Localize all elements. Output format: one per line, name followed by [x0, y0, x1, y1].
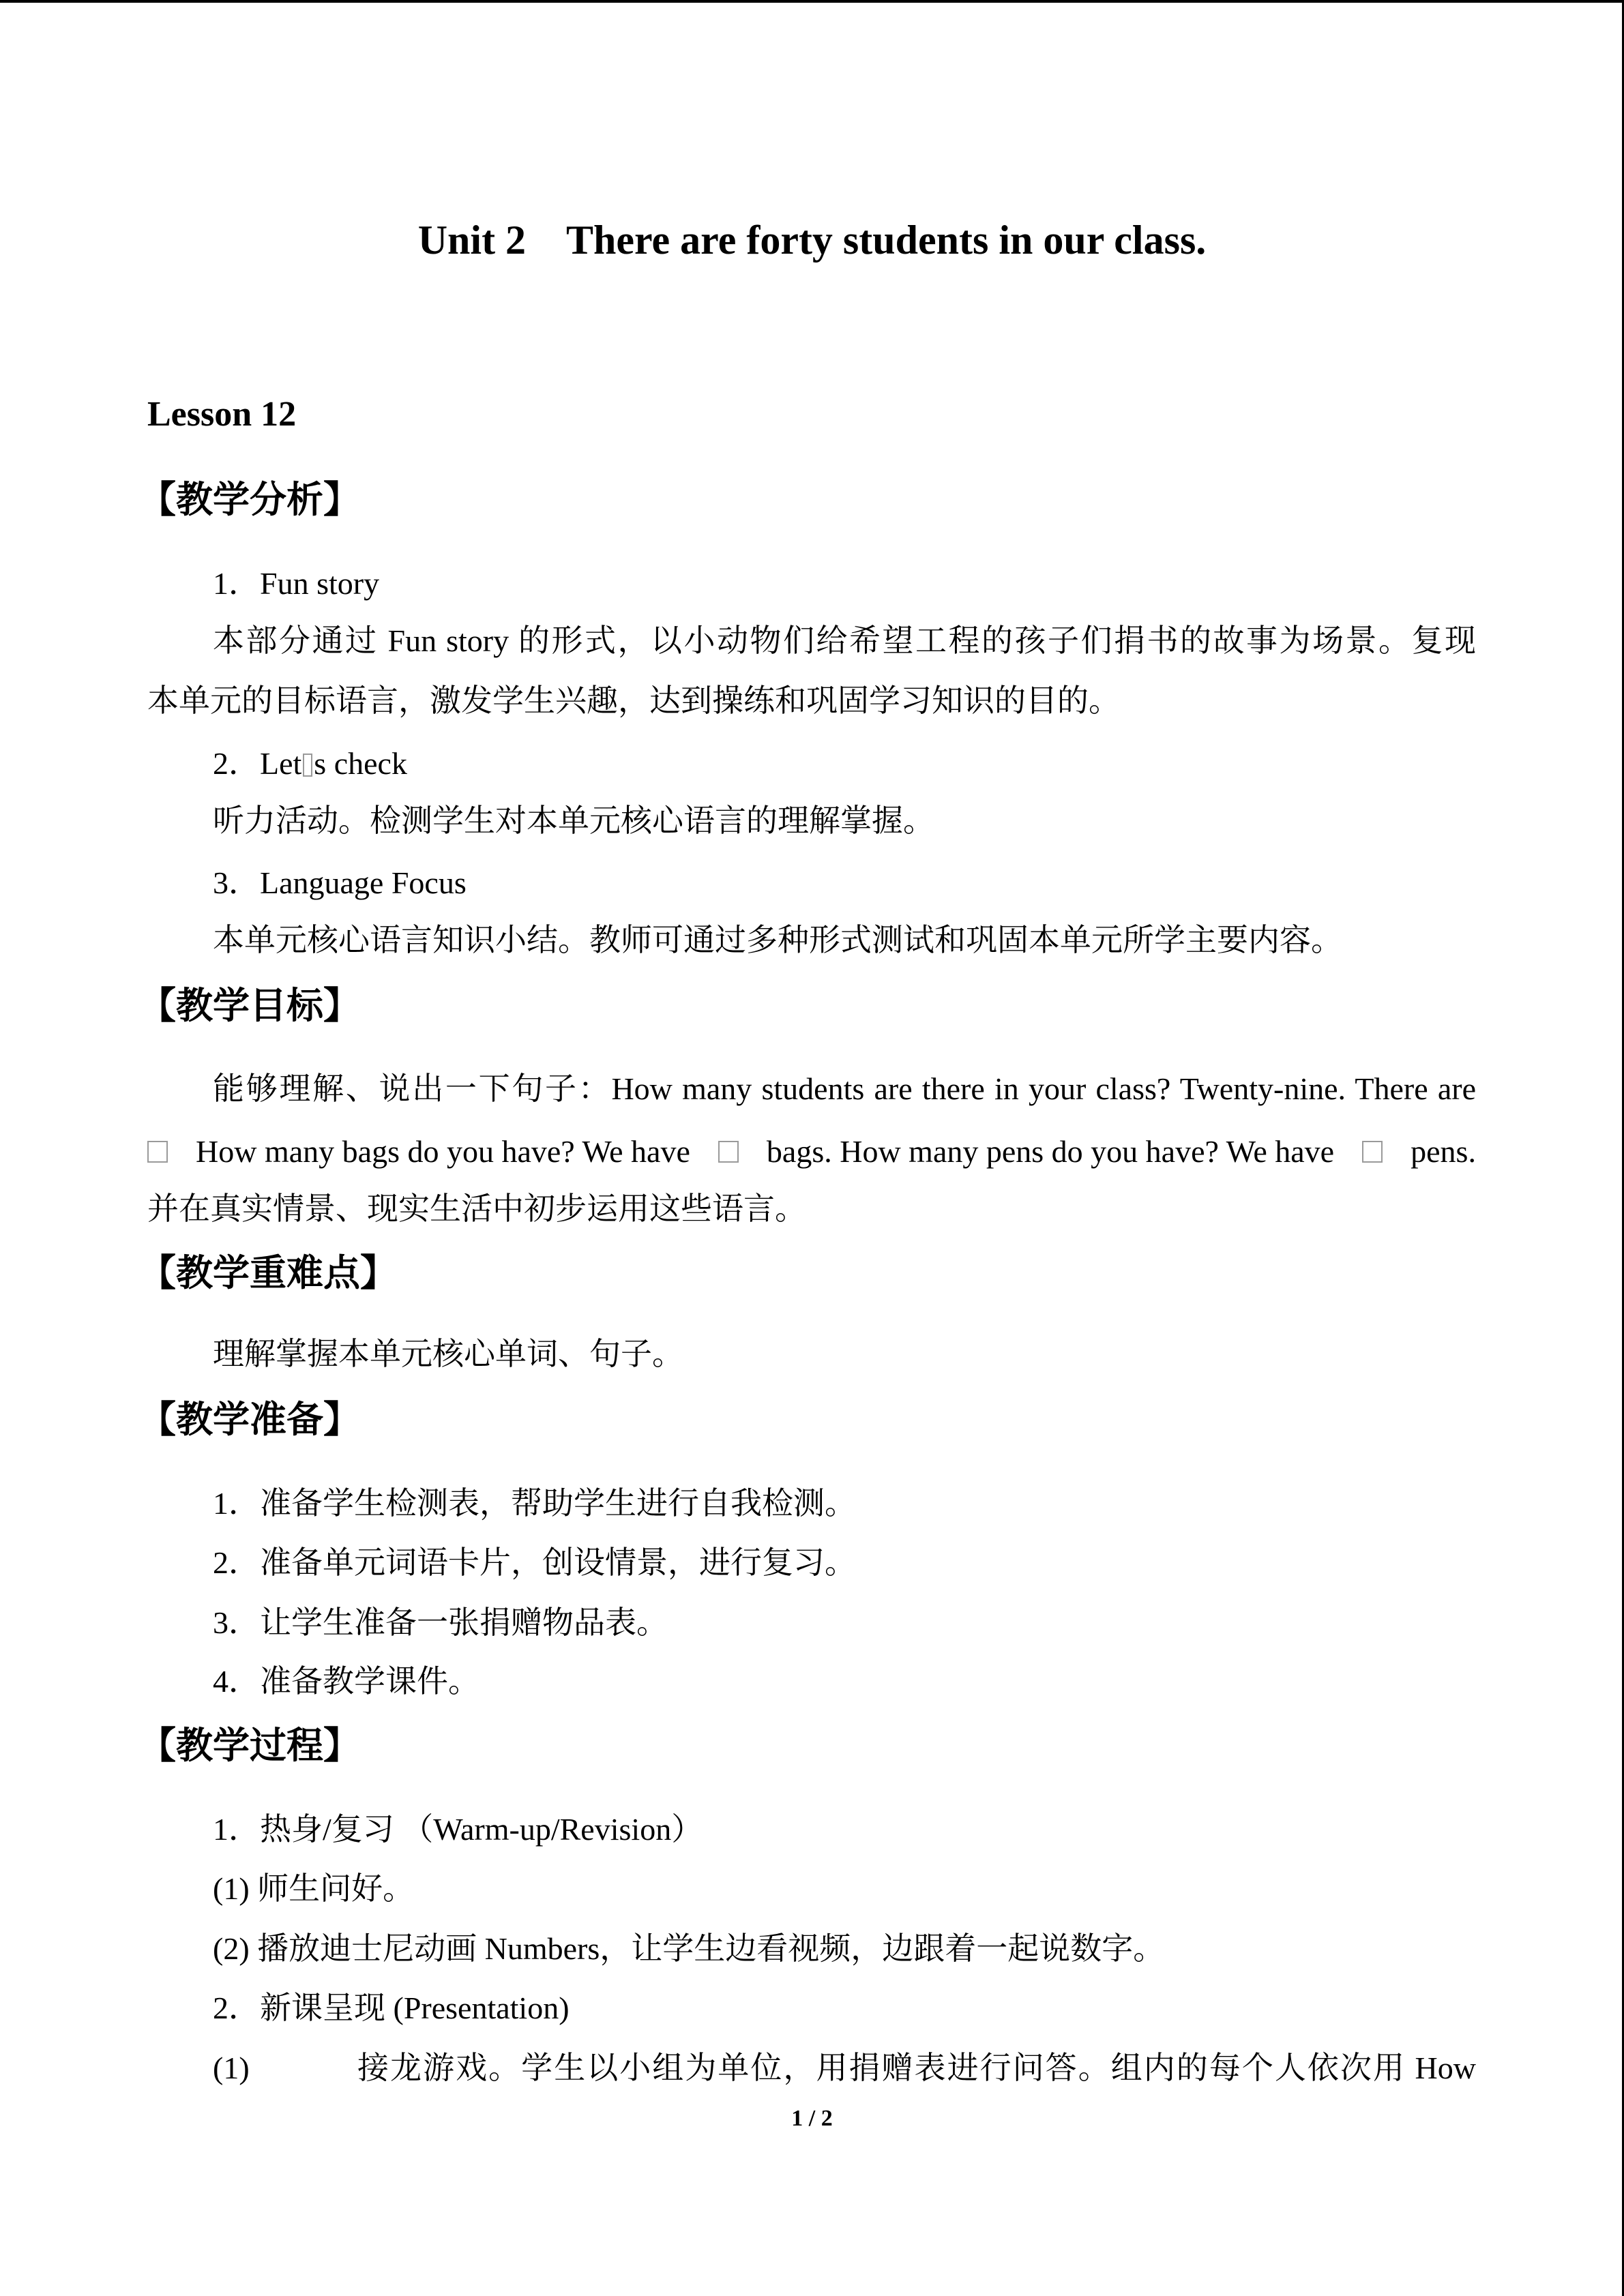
process-step2: 2．新课呈现 (Presentation) [213, 1991, 570, 2025]
analysis-item3-text: 本单元核心语言知识小结。教师可通过多种形式测试和巩固本单元所学主要内容。 [213, 923, 1342, 957]
analysis-item2-title-a: 2．Let [213, 746, 302, 781]
blank-box [1362, 1141, 1383, 1163]
process-step1: 1．热身/复习 （Warm-up/Revision） [213, 1812, 703, 1847]
analysis-item1-line1: 本部分通过 Fun story 的形式，以小动物们给希望工程的孩子们捐书的故事为场景。复现 [213, 623, 1476, 658]
objectives-line2-c: pens. [1411, 1134, 1476, 1169]
objectives-line3: 并在真实情景、现实生活中初步运用这些语言。 [147, 1191, 806, 1226]
analysis-item2-title [213, 748, 407, 779]
page-number: 1 / 2 [791, 2106, 833, 2131]
analysis-item2-text: 听力活动。检测学生对本单元核心语言的理解掌握。 [213, 803, 934, 838]
blank-box [147, 1141, 168, 1163]
preparation-item: 1．准备学生检测表，帮助学生进行自我检测。 [213, 1486, 856, 1521]
preparation-item: 3．让学生准备一张捐赠物品表。 [213, 1605, 668, 1640]
blank-box [718, 1141, 739, 1163]
analysis-item3-title: 3．Language Focus [213, 865, 467, 900]
heading-objectives: 【教学目标】 [139, 985, 360, 1026]
heading-analysis: 【教学分析】 [139, 479, 360, 520]
preparation-item: 2．准备单元词语卡片，创设情景，进行复习。 [213, 1545, 856, 1580]
objectives-line2 [147, 1136, 1476, 1167]
heading-key-points: 【教学重难点】 [139, 1253, 397, 1294]
key-points-text: 理解掌握本单元核心单词、句子。 [213, 1337, 683, 1371]
heading-process: 【教学过程】 [139, 1725, 360, 1766]
analysis-item1-line2: 本单元的目标语言，激发学生兴趣，达到操练和巩固学习知识的目的。 [147, 683, 1120, 718]
process-step2-a-text: 接龙游戏。学生以小组为单位，用捐赠表进行问答。组内的每个人依次用 How [357, 2051, 1476, 2085]
page-top-border [0, 0, 1624, 3]
missing-glyph-box [303, 754, 312, 777]
objectives-line1: 能够理解、说出一下句子：How many students are there in your class? Twenty-nine. There are [213, 1071, 1476, 1106]
process-step2-a-number: (1) [213, 2051, 250, 2085]
analysis-item2-title-b: s check [314, 746, 407, 781]
objectives-line2-a: How many bags do you have? We have [196, 1134, 690, 1169]
process-step1-b: (2) 播放迪士尼动画 Numbers，让学生边看视频，边跟着一起说数字。 [213, 1931, 1165, 1966]
heading-preparation: 【教学准备】 [139, 1399, 360, 1440]
preparation-item: 4．准备教学课件。 [213, 1664, 479, 1699]
objectives-line2-b: bags. How many pens do you have? We have [766, 1134, 1335, 1169]
process-step1-a: (1) 师生问好。 [213, 1871, 415, 1906]
lesson-label: Lesson 12 [147, 395, 297, 434]
document-title: Unit 2 There are forty students in our class. [417, 218, 1207, 263]
analysis-item1-title: 1．Fun story [213, 566, 380, 601]
